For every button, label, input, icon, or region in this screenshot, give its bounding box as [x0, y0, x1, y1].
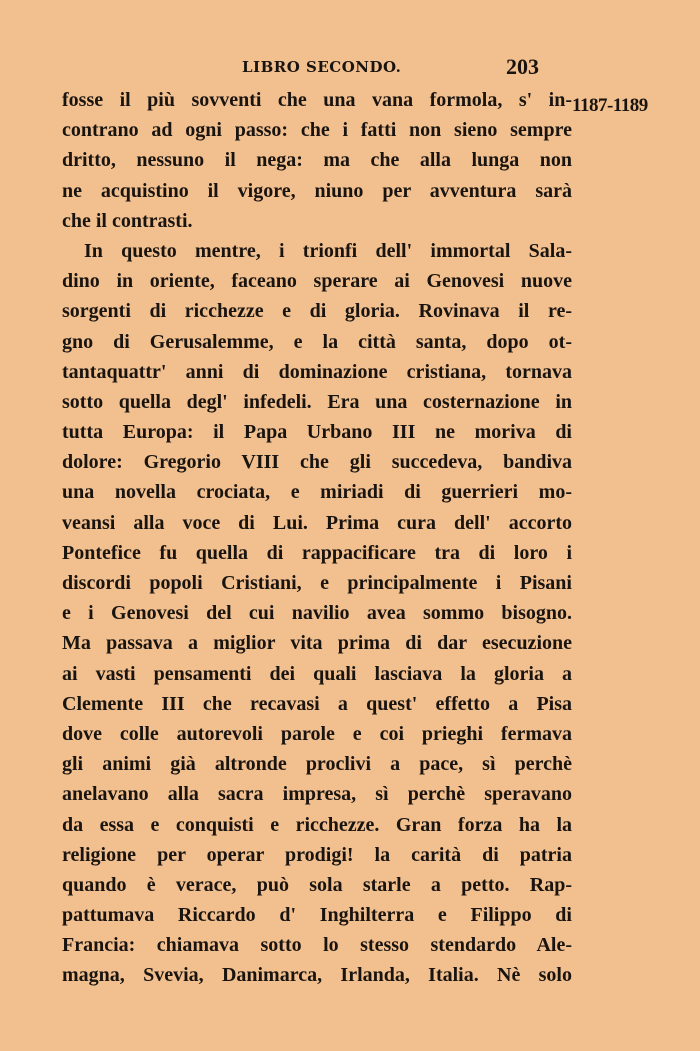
text-line: dritto, nessuno il nega: ma che alla lunga non	[62, 149, 572, 172]
text-line: gno di Gerusalemme, e la città santa, dopo ot-	[62, 330, 572, 353]
text-line: che il contrasti.	[62, 209, 193, 232]
body-text	[62, 85, 572, 991]
text-line: Ma passava a miglior vita prima di dar esecuzione	[62, 632, 572, 655]
paragraph-2	[62, 236, 572, 991]
text-line: gli animi già altronde proclivi a pace, sì perchè	[62, 753, 572, 776]
page-number: 203	[506, 54, 539, 79]
text-line: dino in oriente, faceano sperare ai Genovesi nuove	[62, 270, 572, 293]
text-line: sorgenti di ricchezze e di gloria. Rovinava il re-	[62, 300, 572, 323]
text-line: tutta Europa: il Papa Urbano III ne moriva di	[62, 421, 572, 444]
text-line: contrano ad ogni passo: che i fatti non sieno sempre	[62, 119, 572, 142]
text-line: quando è verace, può sola starle a petto. Rap-	[62, 873, 572, 896]
text-line: magna, Svevia, Danimarca, Irlanda, Italia. Nè solo	[62, 964, 572, 987]
text-line: ne acquistino il vigore, niuno per avventura sarà	[62, 179, 572, 202]
text-line: dolore: Gregorio VIII che gli succedeva, bandiva	[62, 451, 572, 474]
running-header	[0, 54, 700, 82]
text-line: In questo mentre, i trionfi dell' immortal Sala-	[84, 239, 572, 262]
paragraph-1	[62, 85, 572, 236]
text-line: ai vasti pensamenti dei quali lasciava la gloria a	[62, 662, 572, 685]
margin-note-years: 1187-1189	[572, 95, 648, 116]
text-line: religione per operar prodigi! la carità di patria	[62, 843, 572, 866]
text-line: veansi alla voce di Lui. Prima cura dell' accorto	[62, 511, 572, 534]
text-line: una novella crociata, e miriadi di guerrieri mo-	[62, 481, 572, 504]
text-line: anelavano alla sacra impresa, sì perchè speravano	[62, 783, 572, 806]
text-line: Clemente III che recavasi a quest' effetto a Pisa	[62, 692, 572, 715]
text-line: Francia: chiamava sotto lo stesso stendardo Ale-	[62, 934, 572, 957]
text-line: dove colle autorevoli parole e coi prieghi fermava	[62, 722, 572, 745]
text-line: da essa e conquisti e ricchezze. Gran forza ha la	[62, 813, 572, 836]
chapter-title: LIBRO SECONDO.	[242, 58, 402, 76]
text-line: e i Genovesi del cui navilio avea sommo bisogno.	[62, 602, 572, 625]
text-line: fosse il più sovventi che una vana formola, s' in-	[62, 89, 572, 111]
text-line: Pontefice fu quella di rappacificare tra di loro i	[62, 541, 572, 564]
text-line: tantaquattr' anni di dominazione cristiana, tornava	[62, 360, 572, 383]
text-line: sotto quella degl' infedeli. Era una costernazione in	[62, 390, 572, 413]
text-line: pattumava Riccardo d' Inghilterra e Filippo di	[62, 904, 572, 927]
text-line: discordi popoli Cristiani, e principalmente i Pisani	[62, 572, 572, 594]
